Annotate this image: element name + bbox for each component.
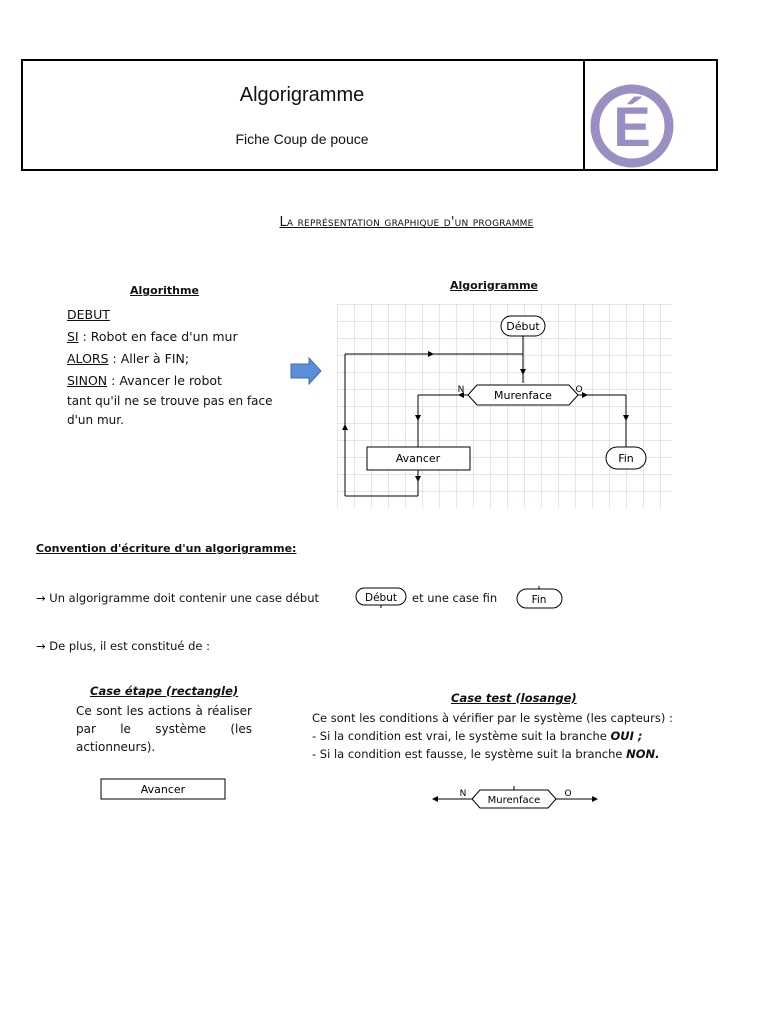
test-line-2 bbox=[312, 727, 732, 745]
right-arrow-icon bbox=[290, 357, 322, 385]
algo-debut-line bbox=[67, 304, 277, 326]
algo-alors-line bbox=[67, 348, 277, 370]
flowchart-heading: Algorigramme bbox=[450, 279, 539, 292]
flow-yes-label: O bbox=[575, 385, 583, 395]
document-subtitle: Fiche Coup de pouce bbox=[235, 131, 369, 147]
grid-background bbox=[337, 304, 672, 508]
debut-keyword: DEBUT bbox=[67, 307, 110, 322]
header-divider bbox=[583, 59, 585, 171]
si-condition: : Robot en face d'un mur bbox=[78, 329, 238, 344]
convention-line-1-mid: et une case fin bbox=[412, 591, 498, 605]
sinon-action: : Avancer le robot bbox=[107, 373, 222, 388]
step-example-shape bbox=[100, 775, 230, 803]
step-case-description: Ce sont les actions à réaliser par le système (les actionneurs). bbox=[76, 704, 252, 754]
test-case-description bbox=[312, 709, 732, 763]
oui-label: OUI ; bbox=[610, 729, 643, 743]
test-line-2-text: - Si la condition est vrai, le système suit la branche bbox=[312, 729, 611, 743]
algo-sinon-line bbox=[67, 370, 277, 392]
flow-start-label: Début bbox=[506, 320, 540, 333]
mini-start-label: Début bbox=[365, 592, 397, 604]
flow-no-label: N bbox=[457, 385, 465, 395]
test-case-heading: Case test (losange) bbox=[451, 691, 577, 705]
flowchart-diagram bbox=[337, 304, 672, 508]
algorithm-text bbox=[67, 304, 277, 392]
step-case-heading: Case étape (rectangle) bbox=[90, 684, 239, 698]
mini-start-shape bbox=[355, 586, 407, 608]
logo-letter: É bbox=[613, 95, 651, 158]
alors-keyword: ALORS bbox=[67, 351, 109, 366]
step-example-label: Avancer bbox=[140, 783, 186, 796]
test-example-shape bbox=[430, 786, 600, 812]
test-yes-label: O bbox=[564, 789, 572, 799]
non-label: NON. bbox=[626, 747, 660, 761]
alors-action: : Aller à FIN; bbox=[108, 351, 190, 366]
algorithm-heading: Algorithme bbox=[130, 284, 199, 297]
education-logo bbox=[588, 64, 688, 168]
document-title: Algorigramme bbox=[239, 84, 365, 106]
convention-line-1: → Un algorigramme doit contenir une case début bbox=[36, 591, 320, 605]
test-line-3 bbox=[312, 745, 732, 763]
test-no-label: N bbox=[459, 789, 467, 799]
convention-line-2: → De plus, il est constitué de : bbox=[36, 639, 211, 653]
si-keyword: SI bbox=[67, 329, 79, 344]
mini-end-label: Fin bbox=[531, 594, 547, 606]
mini-end-shape bbox=[516, 586, 564, 610]
sinon-keyword: SINON bbox=[67, 373, 108, 388]
flow-test-label: Murenface bbox=[494, 389, 552, 402]
test-line-3-text: - Si la condition est fausse, le système suit la branche bbox=[312, 747, 627, 761]
test-line-1: Ce sont les conditions à vérifier par le système (les capteurs) : bbox=[312, 711, 673, 725]
convention-heading: Convention d'écriture d'un algorigramme: bbox=[36, 542, 297, 555]
flow-step-label: Avancer bbox=[395, 452, 441, 465]
test-example-label: Murenface bbox=[487, 795, 541, 806]
flow-end-label: Fin bbox=[618, 452, 634, 465]
section-title: La représentation graphique d'un programme bbox=[279, 215, 534, 230]
algo-continuation: tant qu'il ne se trouve pas en face d'un mur. bbox=[67, 394, 273, 427]
algo-si-line bbox=[67, 326, 277, 348]
